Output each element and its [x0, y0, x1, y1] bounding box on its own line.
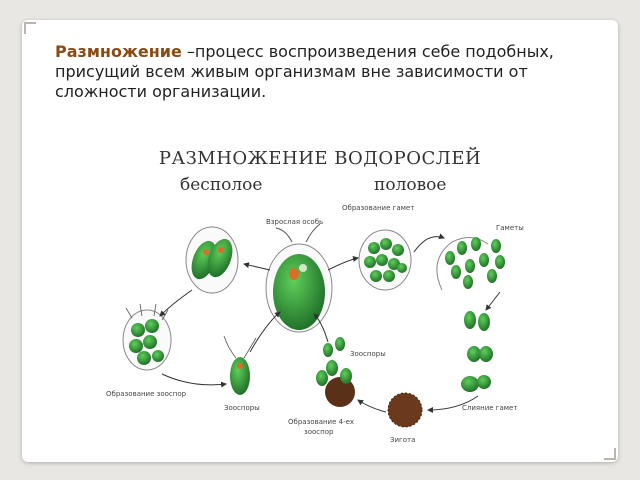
zygote-germinating [316, 337, 355, 407]
sporangium-top-left [186, 227, 238, 293]
zygote [388, 393, 422, 427]
gametangium [359, 230, 411, 290]
diagram-title: РАЗМНОЖЕНИЕ ВОДОРОСЛЕЙ [158, 148, 482, 169]
slide [22, 20, 618, 462]
intro-term: Размножение [55, 42, 182, 61]
fusing-gametes [461, 311, 493, 392]
label-zoospores-bottom: Зооспоры [224, 404, 260, 412]
label-zoospore-formation: Образование зооспор [106, 390, 187, 398]
intro-text: –процесс воспроизведения себе подобных, присущий всем живым организмам вне зависимости от сложности организации. [55, 42, 554, 101]
label-gametes: Гаметы [496, 224, 524, 232]
asexual-heading: бесполое [180, 175, 263, 195]
label-zygote: Зигота [390, 436, 416, 444]
label-four-zoospores: Образование 4-ех [288, 418, 355, 426]
gametes-cell [437, 237, 505, 290]
label-zoospores-right: Зооспоры [350, 350, 386, 358]
sexual-heading: половое [374, 175, 447, 195]
label-four-zoospores-2: зооспор [304, 428, 334, 436]
label-gamete-formation: Образование гамет [342, 204, 415, 212]
zoospore-single [224, 336, 256, 395]
label-adult: Взрослая особь [266, 218, 324, 226]
sporangium-left [123, 304, 171, 370]
label-fusion: Слияние гамет [462, 404, 518, 412]
